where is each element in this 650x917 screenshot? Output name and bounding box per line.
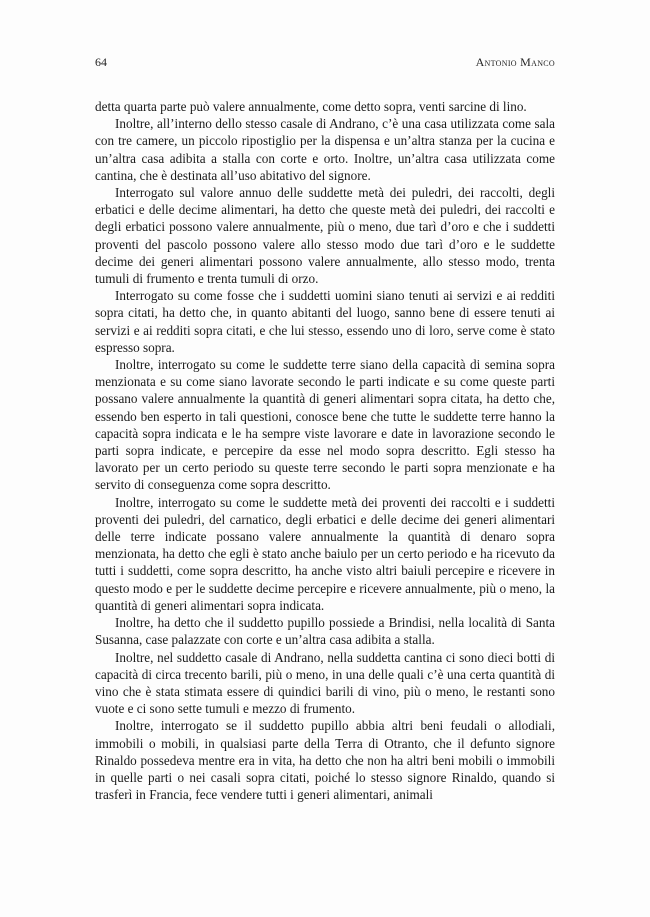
running-head: Antonio Manco xyxy=(475,55,555,69)
paragraph: Interrogato sul valore annuo delle suddette metà dei puledri, dei raccolti, degli erbatici e delle decime alimentari, ha detto che queste metà dei puledri, dei raccolti e degli erbatici possono valere annualmente, più o meno, due tarì d’oro e che i suddetti proventi del pascolo possono valere allo stesso modo due tarì d’oro e le suddette decime dei generi alimentari possono valere annualmente, allo stesso modo, trenta tumuli di frumento e trenta tumuli di orzo. xyxy=(95,185,555,287)
paragraph: Inoltre, interrogato su come le suddette metà dei proventi dei raccolti e i suddetti proventi dei puledri, del carnatico, degli erbatici e delle decime dei generi alimentari delle terre indicate possano valere annualmente la quantità di denaro sopra menzionata, ha detto che egli è stato anche baiulo per un certo periodo e ha ricevuto da tutti i suddetti, come sopra descritto, ha anche visto altri baiuli percepire e ricevere in questo modo e per le suddette decime percepire e ricevere annualmente, più o meno, la quantità di generi alimentari sopra indicata. xyxy=(95,494,555,613)
paragraph: Inoltre, nel suddetto casale di Andrano, nella suddetta cantina ci sono dieci botti di capacità di circa trecento barili, più o meno, in una delle quali c’è una certa quantità di vino che è stata stimata essere di quindici barili di vino, più o meno, le restanti sono vuote e ci sono sette tumuli e mezzo di frumento. xyxy=(95,649,555,717)
body-text xyxy=(95,98,555,803)
paragraph: Inoltre, interrogato su come le suddette terre siano della capacità di semina sopra menzionata e su come siano lavorate secondo le parti indicate e su come queste parti possano valere annualmente la quantità di generi alimentari sopra citata, ha detto che, essendo ben esperto in tali questioni, conosce bene che tutte le suddette terre hanno la capacità sopra indicata e le ha sempre viste lavorare e date in lavorazione secondo le parti sopra indicate, e percepire da esse nel modo sopra descritto. Egli stesso ha lavorato per un certo periodo su queste terre secondo le parti sopra menzionate e ha servito di conseguenza come sopra descritto. xyxy=(95,357,555,493)
paragraph: Interrogato su come fosse che i suddetti uomini siano tenuti ai servizi e ai redditi sopra citati, ha detto che, in quanto abitanti del luogo, sanno bene di essere tenuti ai servizi e ai redditi sopra citati, e che lui stesso, essendo uno di loro, serve come è stato espresso sopra. xyxy=(95,288,555,355)
page-number: 64 xyxy=(95,55,107,69)
paragraph-continuation: detta quarta parte può valere annualmente, come detto sopra, venti sarcine di lino. xyxy=(95,99,527,114)
paragraph: Inoltre, interrogato se il suddetto pupillo abbia altri beni feudali o allodiali, immobili o mobili, in qualsiasi parte della Terra di Otranto, che il defunto signore Rinaldo possedeva mentre era in vita, ha detto che non ha altri beni mobili o immobili in quelle parti o nei casali sopra citati, poiché lo stesso signore Rinaldo, quando si trasferì in Francia, fece vendere tutti i generi alimentari, animali xyxy=(95,718,555,803)
paragraph: Inoltre, ha detto che il suddetto pupillo possiede a Brindisi, nella località di Santa Susanna, case palazzate con corte e un’altra casa adibita a stalla. xyxy=(95,615,555,648)
page-header xyxy=(95,55,555,73)
paragraph: Inoltre, all’interno dello stesso casale di Andrano, c’è una casa utilizzata come sala con tre camere, un piccolo ripostiglio per la dispensa e un’altra stanza per la cucina e un’altra casa adibita a stalla con corte e orto. Inoltre, un’altra casa utilizzata come cantina, che è destinata all’uso abitativo del signore. xyxy=(95,116,555,183)
